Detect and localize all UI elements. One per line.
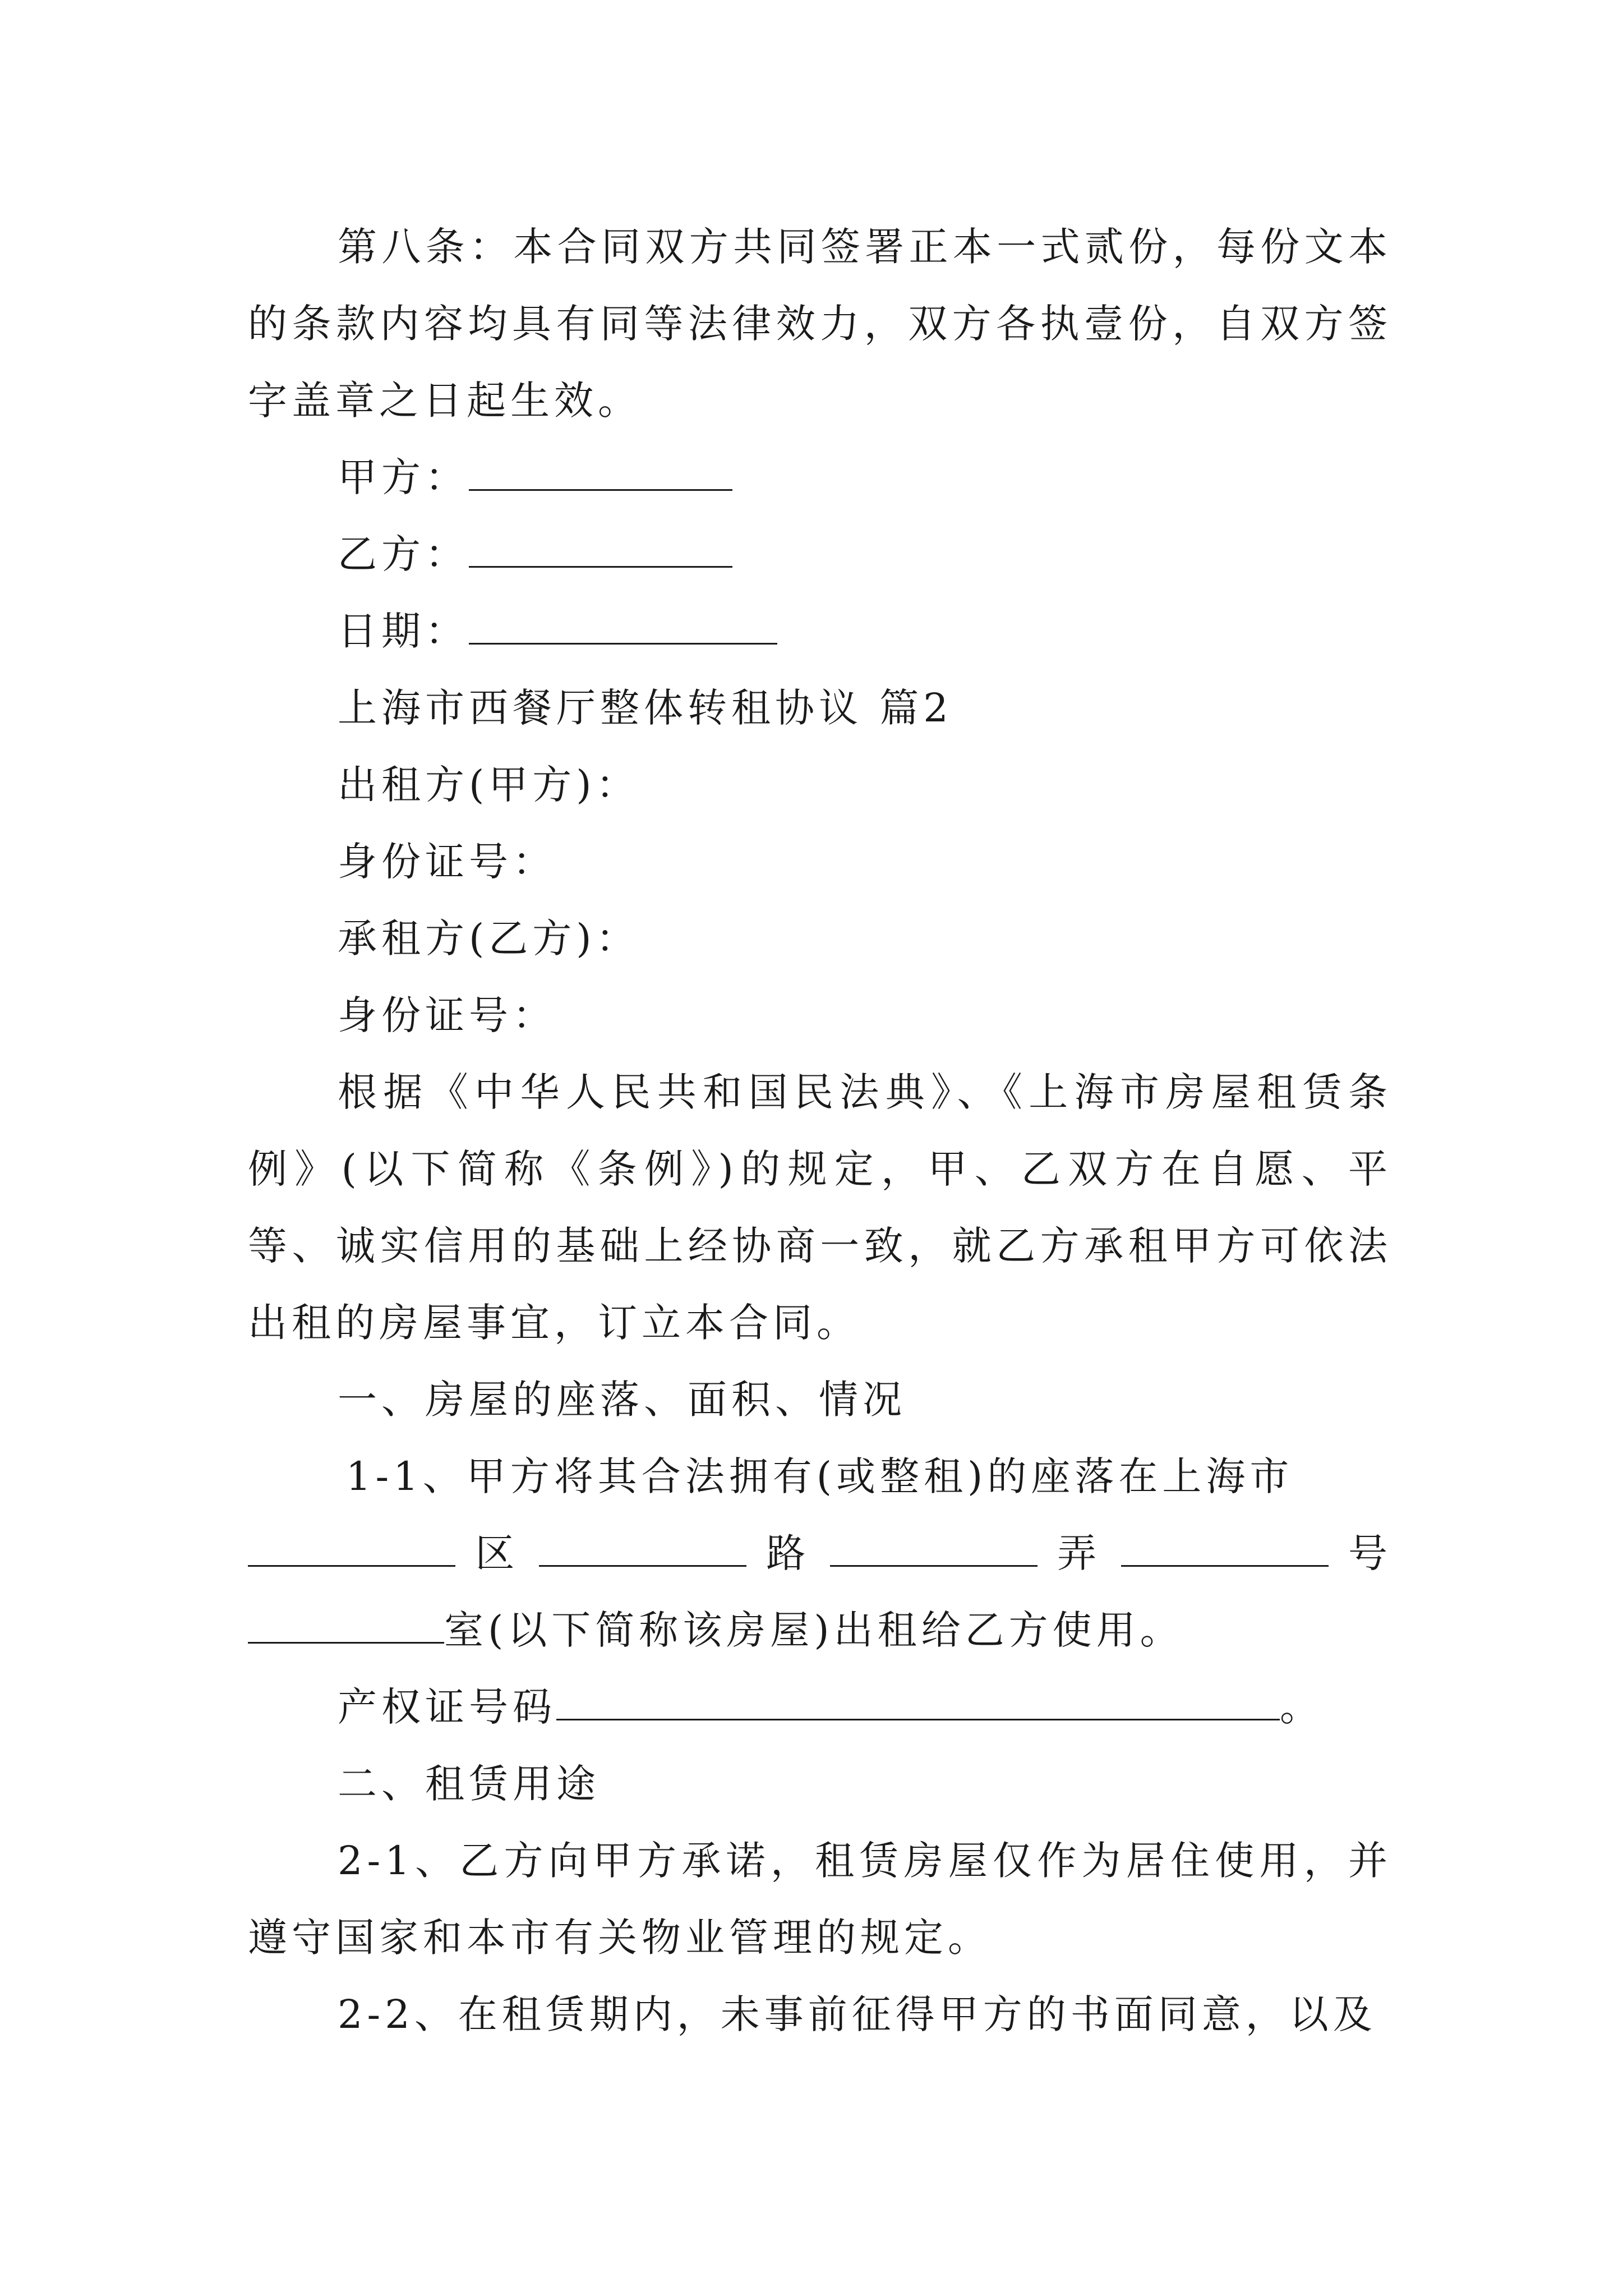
property-cert-blank[interactable] <box>556 1675 1280 1720</box>
lessee-id-label: 身份证号： <box>338 992 556 1038</box>
clause-1-1-room-line <box>248 1592 1392 1669</box>
party-a-signature-line <box>248 439 1392 516</box>
clause-2-1: 2-1、乙方向甲方承诺，租赁房屋仅作为居住使用，并遵守国家和本市有关物业管理的规定。 <box>248 1838 1392 1961</box>
preamble: 根据《中华人民共和国民法典》、《上海市房屋租赁条例》(以下简称《条例》)的规定，甲、乙双方在自愿、平等、诚实信用的基础上经协商一致，就乙方承租甲方可依法出租的房屋事宜，订立本合同。 <box>248 1069 1392 1346</box>
number-label: 号 <box>1348 1530 1392 1576</box>
article-8: 第八条：本合同双方共同签署正本一式贰份，每份文本的条款内容均具有同等法律效力，双方各执壹份，自双方签字盖章之日起生效。 <box>248 224 1392 424</box>
road-blank[interactable] <box>539 1521 746 1567</box>
clause-1-1-address-line <box>248 1515 1392 1592</box>
party-b-label: 乙方： <box>338 531 469 577</box>
date-blank[interactable] <box>469 599 777 645</box>
number-blank[interactable] <box>1121 1521 1329 1567</box>
lessor-label: 出租方(甲方)： <box>338 762 640 808</box>
clause-1-1-text: 1-1、甲方将其合法拥有(或整租)的座落在上海市 <box>346 1453 1294 1499</box>
property-cert-line <box>248 1669 1392 1746</box>
district-blank[interactable] <box>248 1521 455 1567</box>
room-blank[interactable] <box>248 1598 444 1644</box>
lessee-label: 承租方(乙方)： <box>338 915 640 961</box>
district-label: 区 <box>475 1530 519 1576</box>
clause-1-1-line1 <box>248 1438 1392 1515</box>
party-b-blank[interactable] <box>469 522 732 568</box>
lane-label: 弄 <box>1057 1530 1101 1576</box>
party-b-signature-line <box>248 516 1392 593</box>
date-label: 日期： <box>338 608 469 654</box>
property-cert-tail: 。 <box>1280 1684 1324 1730</box>
date-line <box>248 593 1392 670</box>
clause-2-2: 2-2、在租赁期内，未事前征得甲方的书面同意，以及 <box>338 1991 1377 2037</box>
section-1-heading: 一、房屋的座落、面积、情况 <box>338 1377 906 1423</box>
party-a-blank[interactable] <box>469 445 732 491</box>
section-2-heading: 二、租赁用途 <box>338 1761 600 1807</box>
party-a-label: 甲方： <box>338 454 469 500</box>
lane-blank[interactable] <box>830 1521 1038 1567</box>
property-cert-label: 产权证号码 <box>338 1684 556 1730</box>
lessor-id-label: 身份证号： <box>338 839 556 885</box>
room-tail-text: 室(以下简称该房屋)出租给乙方使用。 <box>444 1607 1184 1653</box>
road-label: 路 <box>766 1530 810 1576</box>
document-page <box>248 209 1392 2053</box>
agreement-title: 上海市西餐厅整体转租协议 篇2 <box>338 685 953 731</box>
